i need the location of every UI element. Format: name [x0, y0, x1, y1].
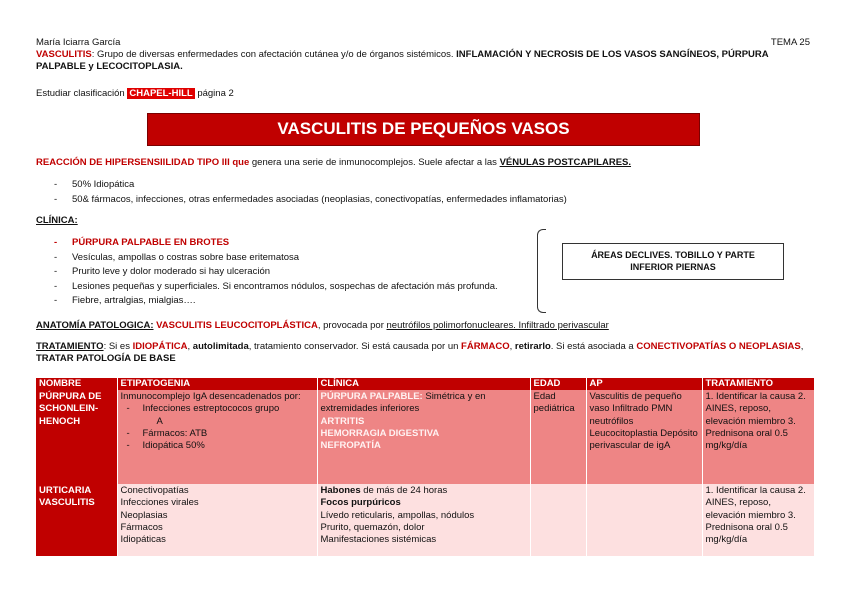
cell-text: HEMORRAGIA DIGESTIVA	[320, 428, 440, 440]
intro-bold: INFLAMACIÓN Y NECROSIS DE LOS VASOS SANGÍNEOS, PÚRPURA PALPABLE y LECOCITOPLASIA.	[36, 49, 769, 73]
cell-text: Habones	[320, 485, 361, 496]
study-suffix: página 2	[194, 88, 234, 99]
reaccion-label: REACCIÓN DE HIPERSENSIILIDAD TIPO III que	[36, 157, 250, 168]
cell-nombre: PÚRPURA DE SCHONLEIN-HENOCH	[36, 390, 117, 484]
section-title: VASCULITIS DE PEQUEÑOS VASOS	[147, 113, 700, 146]
anatomia-underlined: neutrófilos polimorfonucleares. Infiltrado perivascular	[386, 320, 609, 331]
clinica-heading: CLÍNICA:	[36, 215, 78, 226]
cell-text: Idiopáticas	[120, 534, 166, 546]
tratamiento-paragraph	[36, 341, 821, 366]
anatomia-red: VASCULITIS LEUCOCITOPLÁSTICA	[153, 320, 318, 331]
intro-paragraph	[36, 49, 816, 74]
cell-clinica	[317, 390, 530, 484]
cell-text: Prurito, quemazón, dolor	[320, 522, 425, 534]
tratamiento-red: FÁRMACO	[461, 341, 510, 352]
cell-text: A	[156, 415, 163, 427]
cell-text: NEFROPATÍA	[320, 440, 381, 452]
cell-text: Infecciones virales	[120, 497, 199, 509]
list-item: - Lesiones pequeñas y superficiales. Si encontramos nódulos, sospechas de afectación más profunda.	[36, 281, 498, 296]
cell-clinica	[317, 484, 530, 556]
col-header: TRATAMIENTO	[702, 378, 814, 390]
author-name: María Iciarra García	[36, 37, 121, 48]
reaccion-bold: VÉNULAS POSTCAPILARES.	[499, 157, 632, 168]
topic-number: TEMA 25	[770, 37, 810, 48]
tratamiento-label: TRATAMIENTO	[36, 341, 104, 352]
col-header: CLÍNICA	[317, 378, 530, 390]
chapel-hill-highlight: CHAPEL-HILL	[129, 88, 193, 99]
tratamiento-red: CONECTIVOPATÍAS O NEOPLASIAS	[636, 341, 801, 352]
cell-tratamiento: 1. Identificar la causa 2. AINES, reposo, elevación miembro 3. Prednisona oral 0.5 mg/kg/día	[702, 390, 814, 484]
causes-list	[36, 179, 567, 208]
list-item: - Fiebre, artralgias, mialgias….	[36, 295, 498, 310]
tratamiento-bold: retirarlo	[514, 341, 551, 352]
cell-text: Inmunocomplejo IgA desencadenados por:	[120, 391, 301, 402]
list-item: - PÚRPURA PALPABLE EN BROTES	[36, 237, 498, 252]
cell-ap	[586, 484, 702, 556]
tratamiento-text: , tratamiento conservador. Si está causada por un	[248, 341, 462, 352]
col-header: EDAD	[530, 378, 586, 390]
anatomia-paragraph	[36, 320, 609, 332]
reaccion-text: genera una serie de inmunocomplejos. Suele afectar a las	[249, 157, 500, 168]
cell-text: Conectivopatías	[120, 485, 189, 496]
cell-text: Focos purpúricos	[320, 497, 401, 509]
intro-text: : Grupo de diversas enfermedades con afectación cutánea y/o de órganos sistémicos.	[91, 49, 457, 60]
cell-etiopatogenia	[117, 390, 317, 484]
study-prefix: Estudiar clasificación	[36, 88, 128, 99]
list-item: - 50% Idiopática	[36, 179, 567, 194]
col-header: NOMBRE	[36, 378, 117, 390]
cell-ap: Vasculitis de pequeño vaso Infiltrado PMN neutrófilos Leucocitoplastia Depósito perivascular de igA	[586, 390, 702, 484]
table-row	[36, 390, 814, 484]
cell-text: - Fármacos: ATB	[121, 428, 314, 440]
cell-text: - Infecciones estreptococos grupo	[121, 403, 314, 415]
col-header: AP	[586, 378, 702, 390]
cell-text: Fármacos	[120, 522, 163, 534]
study-note	[36, 88, 234, 100]
table-header-row	[36, 378, 814, 390]
reaccion-paragraph	[36, 157, 631, 169]
tratamiento-text: : Si es	[103, 341, 133, 352]
cell-edad: Edad pediátrica	[530, 390, 586, 484]
tratamiento-bold: autolimitada	[192, 341, 249, 352]
cell-text: PÚRPURA PALPABLE:	[320, 391, 423, 402]
tratamiento-bold: TRATAR PATOLOGÍA DE BASE	[36, 353, 176, 365]
vasculitis-label: VASCULITIS	[36, 49, 92, 60]
cell-text: de más de 24 horas	[360, 485, 448, 496]
clinica-list	[36, 237, 498, 310]
tratamiento-text: ,	[800, 341, 804, 352]
col-header: ETIPATOGENIA	[117, 378, 317, 390]
cell-text: Manifestaciones sistémicas	[320, 534, 437, 546]
bracket-divider	[537, 229, 546, 313]
areas-note-box: ÁREAS DECLIVES. TOBILLO Y PARTE INFERIOR PIERNAS	[562, 243, 784, 280]
vasculitis-table	[36, 378, 815, 556]
cell-edad	[530, 484, 586, 556]
cell-text: Simétrica y en extremidades inferiores	[320, 391, 486, 415]
tratamiento-text: ,	[509, 341, 515, 352]
list-item: - Vesículas, ampollas o costras sobre base eritematosa	[36, 252, 498, 267]
table-row	[36, 484, 814, 556]
cell-tratamiento: 1. Identificar la causa 2. AINES, reposo, elevación miembro 3. Prednisona oral 0.5 mg/kg/día	[702, 484, 814, 556]
cell-nombre: URTICARIA VASCULITIS	[36, 484, 117, 556]
cell-etiopatogenia	[117, 484, 317, 556]
cell-text: Neoplasias	[120, 509, 168, 521]
list-item: - Prurito leve y dolor moderado si hay ulceración	[36, 266, 498, 281]
tratamiento-text: . Si está asociada a	[550, 341, 637, 352]
tratamiento-red: IDIOPÁTICA	[132, 341, 188, 352]
cell-text: - Idiopática 50%	[121, 440, 314, 452]
list-item: - 50& fármacos, infecciones, otras enfermedades asociadas (neoplasias, conectivopatías, enfermedades inflamatorias)	[36, 194, 567, 209]
anatomia-label: ANATOMÍA PATOLOGICA:	[36, 320, 154, 331]
anatomia-text: , provocada por	[317, 320, 387, 331]
cell-text: ARTRITIS	[320, 415, 365, 427]
tratamiento-text: ,	[187, 341, 193, 352]
cell-text: Lívedo reticularis, ampollas, nódulos	[320, 509, 475, 521]
